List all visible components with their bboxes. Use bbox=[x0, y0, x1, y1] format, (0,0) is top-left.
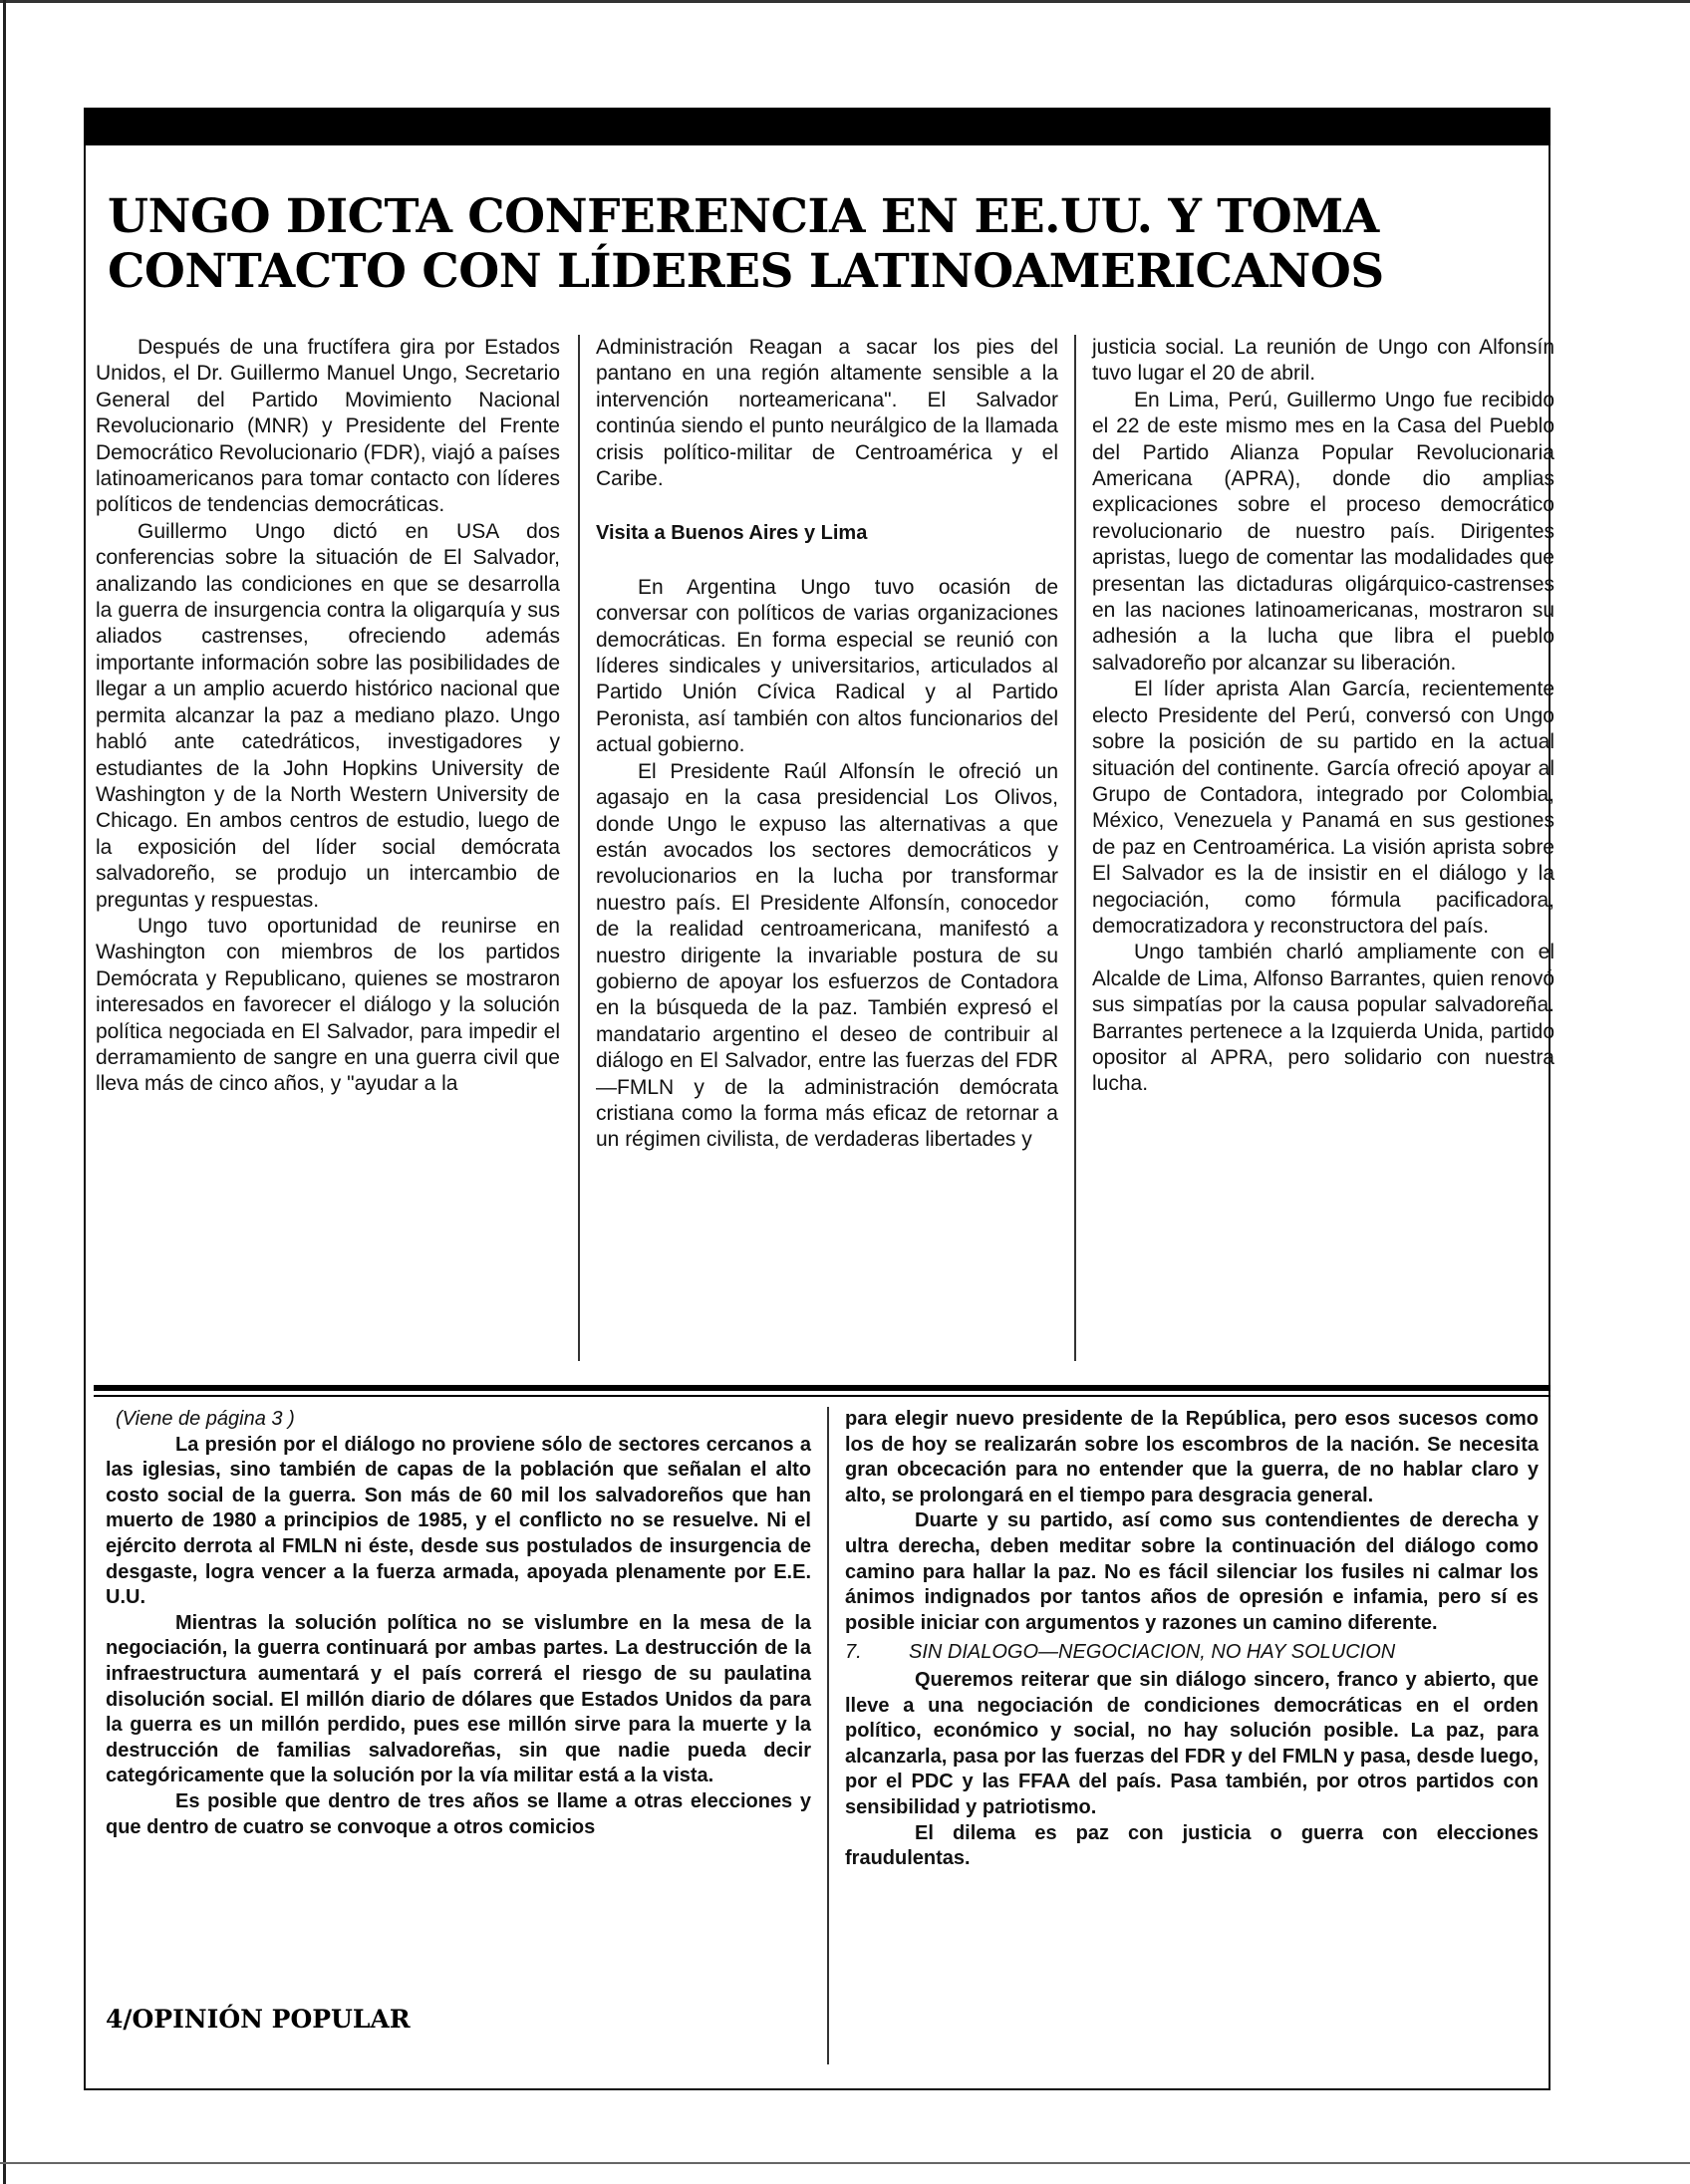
article-column-2 bbox=[596, 335, 1058, 1363]
article-column-3 bbox=[1092, 335, 1554, 1363]
section-subheading: Visita a Buenos Aires y Lima bbox=[596, 522, 868, 545]
continuation-paragraph: Es posible que dentro de tres años se llame a otras elecciones y que dentro de cuatro se convoque a otros comicios bbox=[106, 1789, 811, 1838]
section-number: 7. bbox=[845, 1641, 862, 1664]
continuation-paragraph: para elegir nuevo presidente de la República, pero esos sucesos como los de hoy se realizarán sobre los escombros de la nación. Se necesita gran obcecación para no entender que la guerra, de no hablar claro y alto, se prolongará en el tiempo para desgracia general. bbox=[845, 1408, 1539, 1506]
continuation-paragraph: Duarte y su partido, así como sus contendientes de derecha y ultra derecha, deben meditar sobre la continuación del diálogo como camino para hallar la paz. No es fácil silenciar los fusiles ni calmar los ánimos indignados por tantos años de opresión e infamia, pero sí es posible iniciar con argumentos y razones un camino diferente. bbox=[845, 1509, 1539, 1634]
numbered-section-heading bbox=[845, 1640, 1539, 1666]
article-paragraph: Ungo tuvo oportunidad de reunirse en Washington con miembros de los partidos Demócrata y Republicano, quienes se mostraron interesados en favorecer el diálogo y la solución política negociada en El Salvador, para impedir el derramamiento de sangre en una guerra civil que lleva más de cinco años, y "ayudar a la bbox=[96, 914, 560, 1096]
page-edge-left bbox=[3, 0, 6, 2184]
article-column-1 bbox=[96, 335, 560, 1363]
continuation-column-left bbox=[106, 1407, 811, 1840]
article-paragraph: El líder aprista Alan García, recientemente electo Presidente del Perú, conversó con Ungo sobre la posición de su partido en la actual situación del continente. García ofreció apoyar al Grupo de Contadora, integrado por Colombia, México, Venezuela y Panamá en sus gestiones de paz en Centroamérica. La visión aprista sobre El Salvador es la de insistir en el diálogo y la negociación, como fórmula pacificadora, democratizadora y reconstructora del país. bbox=[1092, 678, 1554, 938]
article-paragraph: Ungo también charló ampliamente con el Alcalde de Lima, Alfonso Barrantes, quien renovó sus simpatías por la causa popular salvadoreña. Barrantes pertenece a la Izquierda Unida, partido opositor al APRA, pero solidario con nuestra lucha. bbox=[1092, 941, 1554, 1096]
continuation-column-right bbox=[845, 1407, 1539, 1872]
continuation-paragraph: El dilema es paz con justicia o guerra con elecciones fraudulentas. bbox=[845, 1821, 1539, 1870]
article-paragraph: El Presidente Raúl Alfonsín le ofreció un agasajo en la casa presidencial Los Olivos, donde Ungo le expuso las alternativas a que están avocados los sectores democráticos y revolucionarios en la lucha por transformar nuestro país. El Presidente Alfonsín, conocedor de la realidad centroamericana, manifestó a nuestro dirigente la invariable postura de su gobierno de apoyar los esfuerzos de Contadora en la búsqueda de la paz. También expresó el mandatario argentino el deseo de contribuir al diálogo en El Salvador, entre las fuerzas del FDR—FMLN y de la administración demócrata cristiana como la forma más eficaz de retornar a un régimen civilista, de verdaderas libertades y bbox=[596, 759, 1058, 1152]
column-divider bbox=[578, 335, 580, 1361]
article-paragraph: Administración Reagan a sacar los pies del pantano en una región altamente sensible a la intervención norteamericana". El Salvador continúa siendo el punto neurálgico de la llamada crisis político-militar de Centroamérica y el Caribe. bbox=[596, 336, 1058, 491]
article-paragraph: Guillermo Ungo dictó en USA dos conferencias sobre la situación de El Salvador, analizando las condiciones en que se desarrolla la guerra de insurgencia contra la oligarquía y sus aliados castrenses, ofreciendo además importante información sobre las posibilidades de llegar a un amplio acuerdo histórico nacional que permita alcanzar la paz a mediano plazo. Ungo habló ante catedráticos, investigadores y estudiantes de la John Hopkins University de Washington y de la North Western University de Chicago. En ambos centros de estudio, luego de la exposición del líder social demócrata salvadoreño, se produjo un intercambio de preguntas y respuestas. bbox=[96, 519, 560, 912]
header-black-bar bbox=[84, 108, 1550, 145]
article-paragraph: justicia social. La reunión de Ungo con Alfonsín tuvo lugar el 20 de abril. bbox=[1092, 336, 1554, 386]
headline-line-2: CONTACTO CON LÍDERES LATINOAMERICANOS bbox=[108, 244, 1384, 299]
continuation-paragraph: La presión por el diálogo no proviene sólo de sectores cercanos a las iglesias, sino también de capas de la población que señalan el alto costo social de la guerra. Son más de 60 mil los salvadoreños que han muerto de 1980 a principios de 1985, y el conflicto no se resuelve. Ni el ejército derrota al FMLN ni éste, desde sus postulados de insurgencia de desgaste, logra vencer a la fuerza armada, apoyada plenamente por E.E. U.U. bbox=[106, 1433, 811, 1609]
page-edge-top bbox=[0, 0, 1690, 3]
column-divider bbox=[1074, 335, 1076, 1361]
section-divider-thin bbox=[94, 1395, 1550, 1397]
page-title bbox=[108, 189, 1523, 299]
article-paragraph: Después de una fructífera gira por Estados Unidos, el Dr. Guillermo Manuel Ungo, Secretario General del Partido Movimiento Nacional Revolucionario (MNR) y Presidente del Frente Democrático Revolucionario (FDR), viajó a países latinoamericanos para tomar contacto con líderes políticos de tendencias democráticas. bbox=[96, 336, 560, 517]
section-title: SIN DIALOGO—NEGOCIACION, NO HAY SOLUCION bbox=[909, 1641, 1396, 1664]
section-divider-thick bbox=[94, 1385, 1550, 1391]
article-paragraph: En Argentina Ungo tuvo ocasión de conversar con políticos de varias organizaciones democráticas. En forma especial se reunió con líderes sindicales y universitarios, articulados al Partido Unión Cívica Radical y al Partido Peronista, así también con altos funcionarios del actual gobierno. bbox=[596, 575, 1058, 757]
continuation-paragraph: Queremos reiterar que sin diálogo sincero, franco y abierto, que lleve a una negociación de condiciones democráticas en el orden político, económico y social, no hay solución posible. La paz, para alcanzarla, pasa por las fuerzas del FDR y del FMLN y pasa, desde luego, por el PDC y las FFAA del país. Pasa también, por otros partidos con sensibilidad y patriotismo. bbox=[845, 1668, 1539, 1818]
continuation-paragraph: Mientras la solución política no se vislumbre en la mesa de la negociación, la guerra continuará por ambas partes. La destrucción de la infraestructura aumentará y el país correrá el riesgo de su paulatina disolución social. El millón diario de dólares que Estados Unidos da para la guerra es un millón perdido, pues ese millón sirve para la muerte y la destrucción de familias salvadoreñas, sin que nadie pueda decir categóricamente que la solución por la vía militar está a la vista. bbox=[106, 1611, 811, 1787]
continued-from-note: (Viene de página 3 ) bbox=[116, 1408, 295, 1430]
column-divider bbox=[827, 1407, 829, 2064]
headline-line-1: UNGO DICTA CONFERENCIA EN EE.UU. Y TOMA bbox=[108, 189, 1379, 244]
article-paragraph: En Lima, Perú, Guillermo Ungo fue recibido el 22 de este mismo mes en la Casa del Pueblo del Partido Alianza Popular Revolucionaria Americana (APRA), donde dio amplias explicaciones sobre el proceso democrático revolucionario de nuestro país. Dirigentes apristas, luego de comentar las modalidades que presentan las dictaduras oligárquico-castrenses en las naciones latinoamericanas, mostraron su adhesión a la lucha que libra el pueblo salvadoreño por alcanzar su liberación. bbox=[1092, 388, 1554, 675]
page-edge-bottom bbox=[0, 2162, 1690, 2164]
page-folio: 4/OPINIÓN POPULAR bbox=[106, 2005, 411, 2034]
